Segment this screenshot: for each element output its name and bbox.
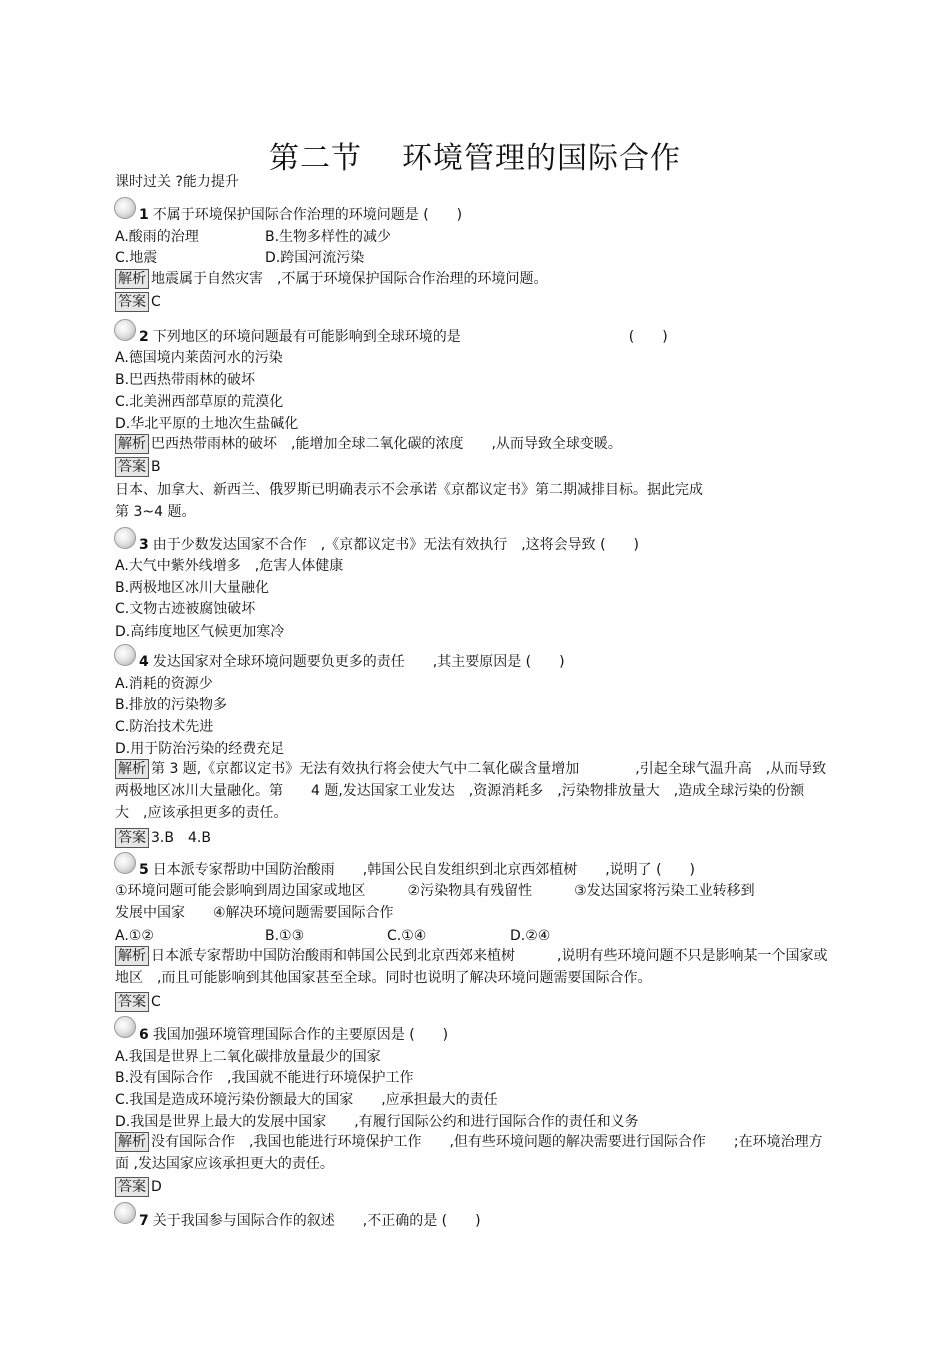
option-c: C.地震 (115, 250, 158, 266)
option-d: D.跨国河流污染 (265, 250, 365, 266)
answer-text: B (151, 459, 161, 475)
answer-line (115, 457, 161, 477)
answer-label: 答案 (115, 828, 149, 848)
option-b: B.①③ (265, 928, 305, 944)
question-3-stem (139, 535, 639, 555)
question-number: 4 (139, 654, 149, 670)
question-text: 由于少数发达国家不合作 ,《京都议定书》无法有效执行 ,这将会导致 ( ) (152, 537, 640, 553)
answer-text: D (151, 1179, 162, 1195)
option-d: D.用于防治污染的经费充足 (115, 741, 285, 757)
subtitle: 课时过关 ?能力提升 (115, 174, 239, 190)
option-c: C.我国是造成环境污染份额最大的国家 ,应承担最大的责任 (115, 1092, 498, 1108)
option-a: A.①② (115, 928, 154, 944)
answer-text: 3.B 4.B (151, 830, 211, 846)
option-a: A.酸雨的治理 (115, 229, 199, 245)
option-c: C.防治技术先进 (115, 719, 214, 735)
question-number: 1 (139, 207, 149, 223)
question-number: 2 (139, 329, 149, 345)
question-number: 5 (139, 862, 149, 878)
analysis-text: 地震属于自然灾害 ,不属于环境保护国际合作治理的环境问题。 (151, 271, 548, 287)
question-bullet-icon (114, 852, 136, 874)
analysis-text: 没有国际合作 ,我国也能进行环境保护工作 ,但有些环境问题的解决需要进行国际合作 ;在环境治理方面 ,发达国家应该承担更大的责任。 (115, 1134, 823, 1172)
option-b: B.生物多样性的减少 (265, 229, 392, 245)
page-title (0, 133, 950, 177)
question-6-stem (139, 1025, 448, 1045)
answer-label: 答案 (115, 1177, 149, 1197)
option-d: D.华北平原的土地次生盐碱化 (115, 416, 299, 432)
answer-text: C (151, 994, 161, 1010)
question-bullet-icon (114, 644, 136, 666)
option-b: B.巴西热带雨林的破坏 (115, 372, 256, 388)
answer-text: C (151, 294, 161, 310)
option-b: B.没有国际合作 ,我国就不能进行环境保护工作 (115, 1070, 414, 1086)
question-7-stem (139, 1211, 481, 1231)
option-b: B.排放的污染物多 (115, 697, 228, 713)
option-d: D.②④ (510, 928, 551, 944)
answer-line (115, 1177, 162, 1197)
analysis-block (115, 1131, 830, 1175)
intro-line-1: 日本、加拿大、新西兰、俄罗斯已明确表示不会承诺《京都议定书》第二期减排目标。据此完成 (115, 482, 703, 498)
question-bullet-icon (114, 319, 136, 341)
option-d: D.高纬度地区气候更加寒冷 (115, 624, 285, 640)
option-c: C.文物古迹被腐蚀破坏 (115, 601, 256, 617)
question-2-stem (139, 327, 668, 347)
option-a: A.消耗的资源少 (115, 676, 213, 692)
option-c: C.北美洲西部草原的荒漠化 (115, 394, 284, 410)
analysis-text: 巴西热带雨林的破坏 ,能增加全球二氧化碳的浓度 ,从而导致全球变暖。 (151, 436, 622, 452)
analysis-label: 解析 (115, 269, 149, 289)
question-text: 下列地区的环境问题最有可能影响到全球环境的是 ( ) (152, 329, 668, 345)
option-c: C.①④ (387, 928, 427, 944)
question-1-stem (139, 205, 462, 225)
analysis-label: 解析 (115, 946, 149, 966)
question-bullet-icon (114, 197, 136, 219)
analysis-text: 第 3 题,《京都议定书》无法有效执行将会使大气中二氧化碳含量增加 ,引起全球气温升高 ,从而导致两极地区冰川大量融化。第 4 题,发达国家工业发达 ,资源消耗多 ,污染物排放量大 ,造成全球污染的份额大 ,应该承担更多的责任。 (115, 761, 827, 821)
answer-label: 答案 (115, 457, 149, 477)
analysis-text: 日本派专家帮助中国防治酸雨和韩国公民到北京西郊来植树 ,说明有些环境问题不只是影响某一个国家或地区 ,而且可能影响到其他国家甚至全球。同时也说明了解决环境问题需要国际合作。 (115, 948, 828, 986)
statement-list-2: 发展中国家 ④解决环境问题需要国际合作 (115, 905, 394, 921)
question-text: 日本派专家帮助中国防治酸雨 ,韩国公民自发组织到北京西郊植树 ,说明了 ( ) (152, 862, 696, 878)
question-number: 3 (139, 537, 149, 553)
question-5-stem (139, 860, 695, 880)
question-4-stem (139, 652, 565, 672)
title-section: 第二节 (269, 141, 362, 176)
option-a: A.德国境内莱茵河水的污染 (115, 350, 283, 366)
question-text: 发达国家对全球环境问题要负更多的责任 ,其主要原因是 ( ) (152, 654, 565, 670)
title-topic: 环境管理的国际合作 (402, 141, 681, 176)
question-bullet-icon (114, 1016, 136, 1038)
question-number: 6 (139, 1027, 149, 1043)
analysis-line (115, 434, 622, 454)
question-text: 不属于环境保护国际合作治理的环境问题是 ( ) (152, 207, 463, 223)
analysis-label: 解析 (115, 434, 149, 454)
answer-label: 答案 (115, 992, 149, 1012)
question-text: 我国加强环境管理国际合作的主要原因是 ( ) (152, 1027, 449, 1043)
question-number: 7 (139, 1213, 149, 1229)
answer-line (115, 992, 161, 1012)
question-text: 关于我国参与国际合作的叙述 ,不正确的是 ( ) (152, 1213, 481, 1229)
answer-line (115, 828, 211, 848)
analysis-block (115, 945, 830, 989)
analysis-label: 解析 (115, 1132, 149, 1152)
intro-line-2: 第 3~4 题。 (115, 504, 196, 520)
option-a: A.大气中紫外线增多 ,危害人体健康 (115, 558, 344, 574)
answer-line (115, 292, 161, 312)
statement-list-1: ①环境问题可能会影响到周边国家或地区 ②污染物具有残留性 ③发达国家将污染工业转移到 (115, 883, 755, 899)
analysis-line (115, 269, 547, 289)
question-bullet-icon (114, 1202, 136, 1224)
option-d: D.我国是世界上最大的发展中国家 ,有履行国际公约和进行国际合作的责任和义务 (115, 1114, 639, 1130)
analysis-block (115, 758, 830, 824)
answer-label: 答案 (115, 292, 149, 312)
option-b: B.两极地区冰川大量融化 (115, 580, 270, 596)
option-a: A.我国是世界上二氧化碳排放量最少的国家 (115, 1049, 381, 1065)
question-bullet-icon (114, 527, 136, 549)
analysis-label: 解析 (115, 759, 149, 779)
